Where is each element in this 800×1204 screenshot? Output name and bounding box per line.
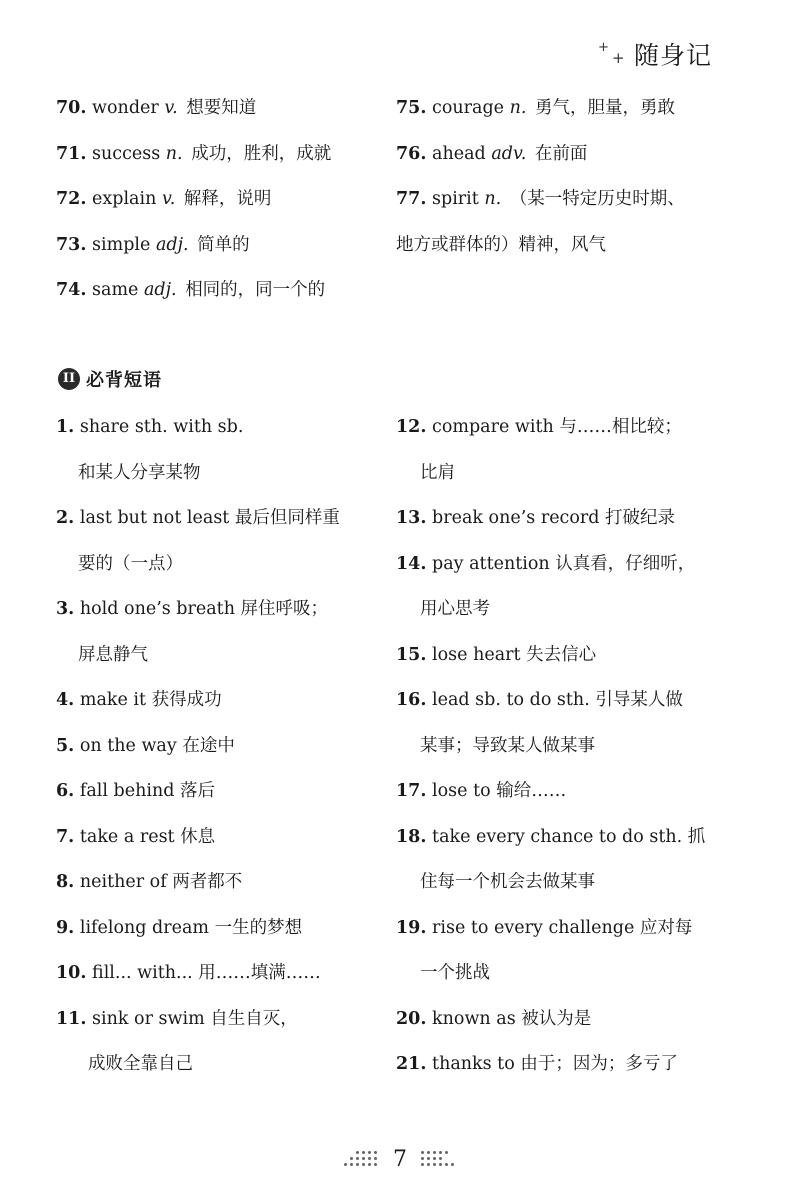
phrase-item — [56, 724, 388, 770]
phrase-text: known as 被认为是 — [432, 1008, 592, 1029]
sparkle-icon: + + — [597, 40, 625, 67]
item-number: 18. — [396, 826, 427, 847]
item-number: 76. — [396, 143, 427, 164]
vocab-word: courage — [432, 98, 504, 118]
item-number: 8. — [56, 872, 75, 892]
phrase-continuation — [56, 542, 388, 588]
phrase-text: share sth. with sb. — [79, 417, 244, 437]
phrase-item — [396, 633, 736, 679]
item-number: 19. — [396, 917, 427, 938]
phrase-text: lifelong dream 一生的梦想 — [79, 917, 303, 938]
vocab-item — [396, 86, 736, 132]
phrase-item — [56, 496, 388, 542]
vocab-meaning: 在前面 — [534, 143, 588, 164]
part-of-speech: v. — [161, 189, 176, 209]
vocab-word: simple — [92, 234, 151, 255]
phrase-text: thanks to 由于；因为；多亏了 — [432, 1054, 678, 1074]
item-number: 7. — [56, 826, 75, 847]
item-number: 14. — [396, 553, 427, 574]
vocab-item — [56, 223, 386, 269]
vocab-word: explain — [92, 189, 157, 209]
roman-numeral-badge: II — [58, 368, 80, 390]
phrase-text-continued: 一个挑战 — [420, 963, 490, 983]
phrase-text: pay attention 认真看，仔细听， — [432, 553, 696, 574]
phrase-item — [396, 769, 736, 815]
phrase-text: last but not least 最后但同样重 — [79, 508, 340, 528]
item-number: 3. — [56, 599, 75, 619]
phrase-text: make it 获得成功 — [79, 690, 222, 710]
item-number: 1. — [56, 417, 75, 437]
phrase-text: lead sb. to do sth. 引导某人做 — [432, 690, 683, 710]
page-header — [596, 36, 712, 72]
phrase-continuation — [396, 451, 736, 497]
phrase-item — [56, 769, 388, 815]
phrase-continuation — [396, 724, 736, 770]
vocab-item — [56, 86, 386, 132]
part-of-speech: adv. — [491, 143, 527, 164]
phrase-text-continued: 和某人分享某物 — [78, 462, 201, 483]
phrase-text: fill... with... 用……填满…… — [92, 963, 321, 983]
vocab-item — [56, 132, 386, 178]
phrase-item — [396, 815, 736, 861]
phrase-text: neither of 两者都不 — [79, 872, 243, 892]
item-number: 74. — [56, 280, 87, 300]
phrase-text-continued: 屏息静气 — [78, 644, 148, 665]
phrase-continuation — [56, 451, 388, 497]
item-number: 12. — [396, 417, 427, 437]
item-number: 13. — [396, 508, 427, 528]
phrase-text-continued: 某事；导致某人做某事 — [420, 735, 595, 756]
phrase-item — [56, 815, 388, 861]
phrase-text: break one’s record 打破纪录 — [432, 508, 676, 528]
item-number: 5. — [56, 735, 75, 756]
page-footer — [0, 1147, 800, 1172]
item-number: 16. — [396, 690, 427, 710]
item-number: 2. — [56, 508, 75, 528]
phrase-text: take every chance to do sth. 抓 — [432, 826, 706, 847]
vocab-meaning: 想要知道 — [186, 98, 257, 118]
item-number: 9. — [56, 917, 75, 938]
vocab-word: same — [92, 280, 139, 300]
vocab-word: ahead — [432, 143, 486, 164]
vocab-meaning-continued: 地方或群体的）精神，风气 — [396, 234, 606, 255]
phrase-text-continued: 住每一个机会去做某事 — [420, 872, 595, 892]
page-number: 7 — [393, 1147, 407, 1172]
phrase-text: sink or swim 自生自灭， — [92, 1008, 298, 1029]
phrase-continuation — [396, 587, 736, 633]
vocab-item — [396, 177, 736, 223]
phrase-text: lose heart 失去信心 — [432, 644, 597, 665]
phrase-text: compare with 与……相比较； — [432, 417, 682, 437]
phrase-item — [56, 951, 388, 997]
phrase-item — [56, 906, 388, 952]
phrase-text: on the way 在途中 — [79, 735, 235, 756]
item-number: 73. — [56, 234, 87, 255]
vocab-meaning: 简单的 — [197, 234, 250, 255]
phrase-item — [396, 678, 736, 724]
phrase-item — [396, 1042, 736, 1088]
vocab-word: wonder — [92, 98, 159, 118]
item-number: 77. — [396, 189, 427, 209]
phrase-item — [56, 860, 388, 906]
item-number: 70. — [56, 98, 87, 118]
phrase-text-continued: 成败全靠自己 — [88, 1054, 193, 1074]
phrase-text: rise to every challenge 应对每 — [432, 917, 693, 938]
phrase-text: fall behind 落后 — [79, 781, 215, 801]
phrase-list-right — [396, 405, 736, 1088]
phrase-item — [56, 997, 388, 1043]
vocab-list-right — [396, 86, 736, 268]
vocab-word: spirit — [432, 189, 479, 209]
vocab-meaning: 成功，胜利，成就 — [191, 143, 332, 164]
phrase-text: lose to 输给…… — [432, 781, 567, 801]
section-heading — [58, 366, 162, 392]
vocab-meaning: 解释，说明 — [183, 189, 272, 209]
part-of-speech: n. — [165, 143, 183, 164]
vocab-list-left — [56, 86, 386, 314]
phrase-continuation — [396, 951, 736, 997]
vocab-item — [56, 268, 386, 314]
phrase-continuation — [396, 860, 736, 906]
phrase-item — [56, 587, 388, 633]
dot-pattern-icon — [421, 1151, 456, 1168]
section-title: 必背短语 — [86, 370, 162, 391]
part-of-speech: v. — [164, 98, 178, 118]
item-number: 15. — [396, 644, 427, 665]
item-number: 21. — [396, 1054, 427, 1074]
item-number: 11. — [56, 1008, 87, 1029]
phrase-text: take a rest 休息 — [79, 826, 216, 847]
item-number: 75. — [396, 98, 427, 118]
part-of-speech: n. — [484, 189, 502, 209]
phrase-item — [396, 496, 736, 542]
phrase-item — [396, 906, 736, 952]
phrase-item — [396, 997, 736, 1043]
item-number: 20. — [396, 1008, 427, 1029]
item-number: 6. — [56, 781, 75, 801]
item-number: 71. — [56, 143, 87, 164]
phrase-list-left — [56, 405, 388, 1088]
vocab-item-continuation — [396, 223, 736, 269]
phrase-item — [396, 405, 736, 451]
phrase-text-continued: 用心思考 — [420, 599, 490, 619]
item-number: 17. — [396, 781, 427, 801]
vocab-meaning: 勇气，胆量，勇敢 — [535, 98, 675, 118]
vocab-meaning: （某一特定历史时期、 — [509, 189, 685, 209]
vocab-item — [56, 177, 386, 223]
phrase-text: hold one’s breath 屏住呼吸； — [79, 599, 329, 619]
phrase-continuation — [56, 633, 388, 679]
phrase-item — [56, 678, 388, 724]
vocab-meaning: 相同的，同一个的 — [185, 280, 326, 300]
phrase-item — [396, 542, 736, 588]
phrase-text-continued: 比肩 — [420, 462, 455, 483]
vocab-word: success — [92, 143, 161, 164]
part-of-speech: n. — [509, 98, 527, 118]
header-title: 随身记 — [633, 41, 712, 70]
vocab-item — [396, 132, 736, 178]
phrase-item — [56, 405, 388, 451]
part-of-speech: adj. — [143, 280, 177, 300]
dot-pattern-icon — [344, 1151, 379, 1168]
part-of-speech: adj. — [155, 234, 189, 255]
item-number: 72. — [56, 189, 87, 209]
item-number: 10. — [56, 963, 87, 983]
phrase-text-continued: 要的（一点） — [78, 553, 183, 574]
phrase-continuation — [56, 1042, 388, 1088]
item-number: 4. — [56, 690, 75, 710]
